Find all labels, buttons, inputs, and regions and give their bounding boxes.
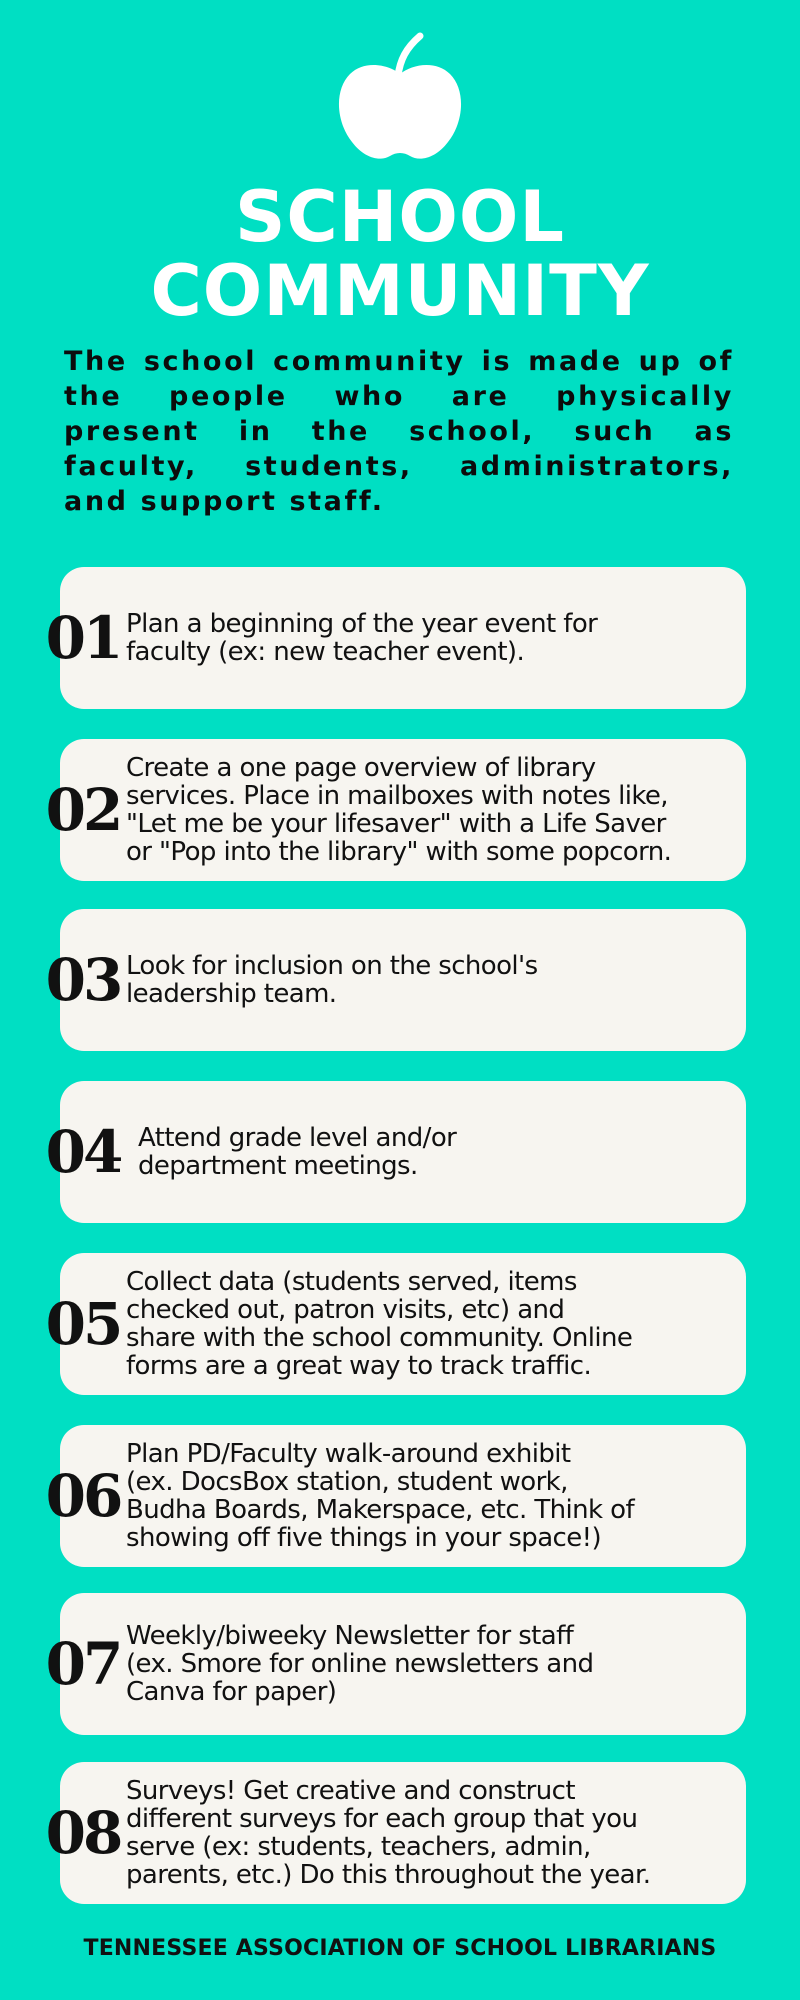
item-text: Weekly/biweeky Newsletter for staff (ex. Smore for online newsletters and Canva for paper): [126, 1621, 594, 1707]
title-line-2: COMMUNITY: [150, 250, 650, 332]
list-item: [45, 1762, 746, 1904]
list-item: [45, 1593, 746, 1735]
item-number: 03: [45, 946, 121, 1014]
list-item: [45, 909, 746, 1051]
item-text: Look for inclusion on the school's leadership team.: [126, 951, 538, 1009]
item-number: 07: [45, 1630, 121, 1698]
item-number: 01: [45, 604, 121, 672]
list-item: [45, 739, 746, 881]
list-item: [45, 1425, 746, 1567]
intro-paragraph: The school community is made up of the people who are physically present in the school, such as faculty, students, administrators, and support staff.: [64, 346, 734, 517]
item-text: Surveys! Get creative and construct different surveys for each group that you serve (ex: students, teachers, admin, parents, etc.) Do this throughout the year.: [126, 1776, 651, 1890]
item-text: Attend grade level and/or department meetings.: [138, 1123, 457, 1181]
title-line-1: SCHOOL: [235, 176, 565, 258]
item-number: 08: [45, 1799, 121, 1867]
page-title: [0, 176, 800, 332]
list-item: [45, 567, 746, 709]
item-number: 02: [45, 776, 121, 844]
item-number: 06: [45, 1462, 121, 1530]
item-text: Plan PD/Faculty walk-around exhibit (ex. DocsBox station, student work, Budha Boards, Makerspace, etc. Think of showing off five things in your space!): [126, 1439, 635, 1553]
apple-icon: [330, 30, 470, 165]
item-text: Create a one page overview of library services. Place in mailboxes with notes like, "Let me be your lifesaver" with a Life Saver or "Pop into the library" with some popcorn.: [126, 753, 672, 867]
footer-organization: TENNESSEE ASSOCIATION OF SCHOOL LIBRARIANS: [83, 1936, 717, 1961]
item-text: Plan a beginning of the year event for faculty (ex: new teacher event).: [126, 609, 598, 667]
list-item: [45, 1253, 746, 1395]
item-number: 05: [45, 1290, 121, 1358]
item-text: Collect data (students served, items checked out, patron visits, etc) and share with the school community. Online forms are a great way to track traffic.: [126, 1267, 633, 1381]
item-number: 04: [45, 1118, 121, 1186]
list-item: [45, 1081, 746, 1223]
